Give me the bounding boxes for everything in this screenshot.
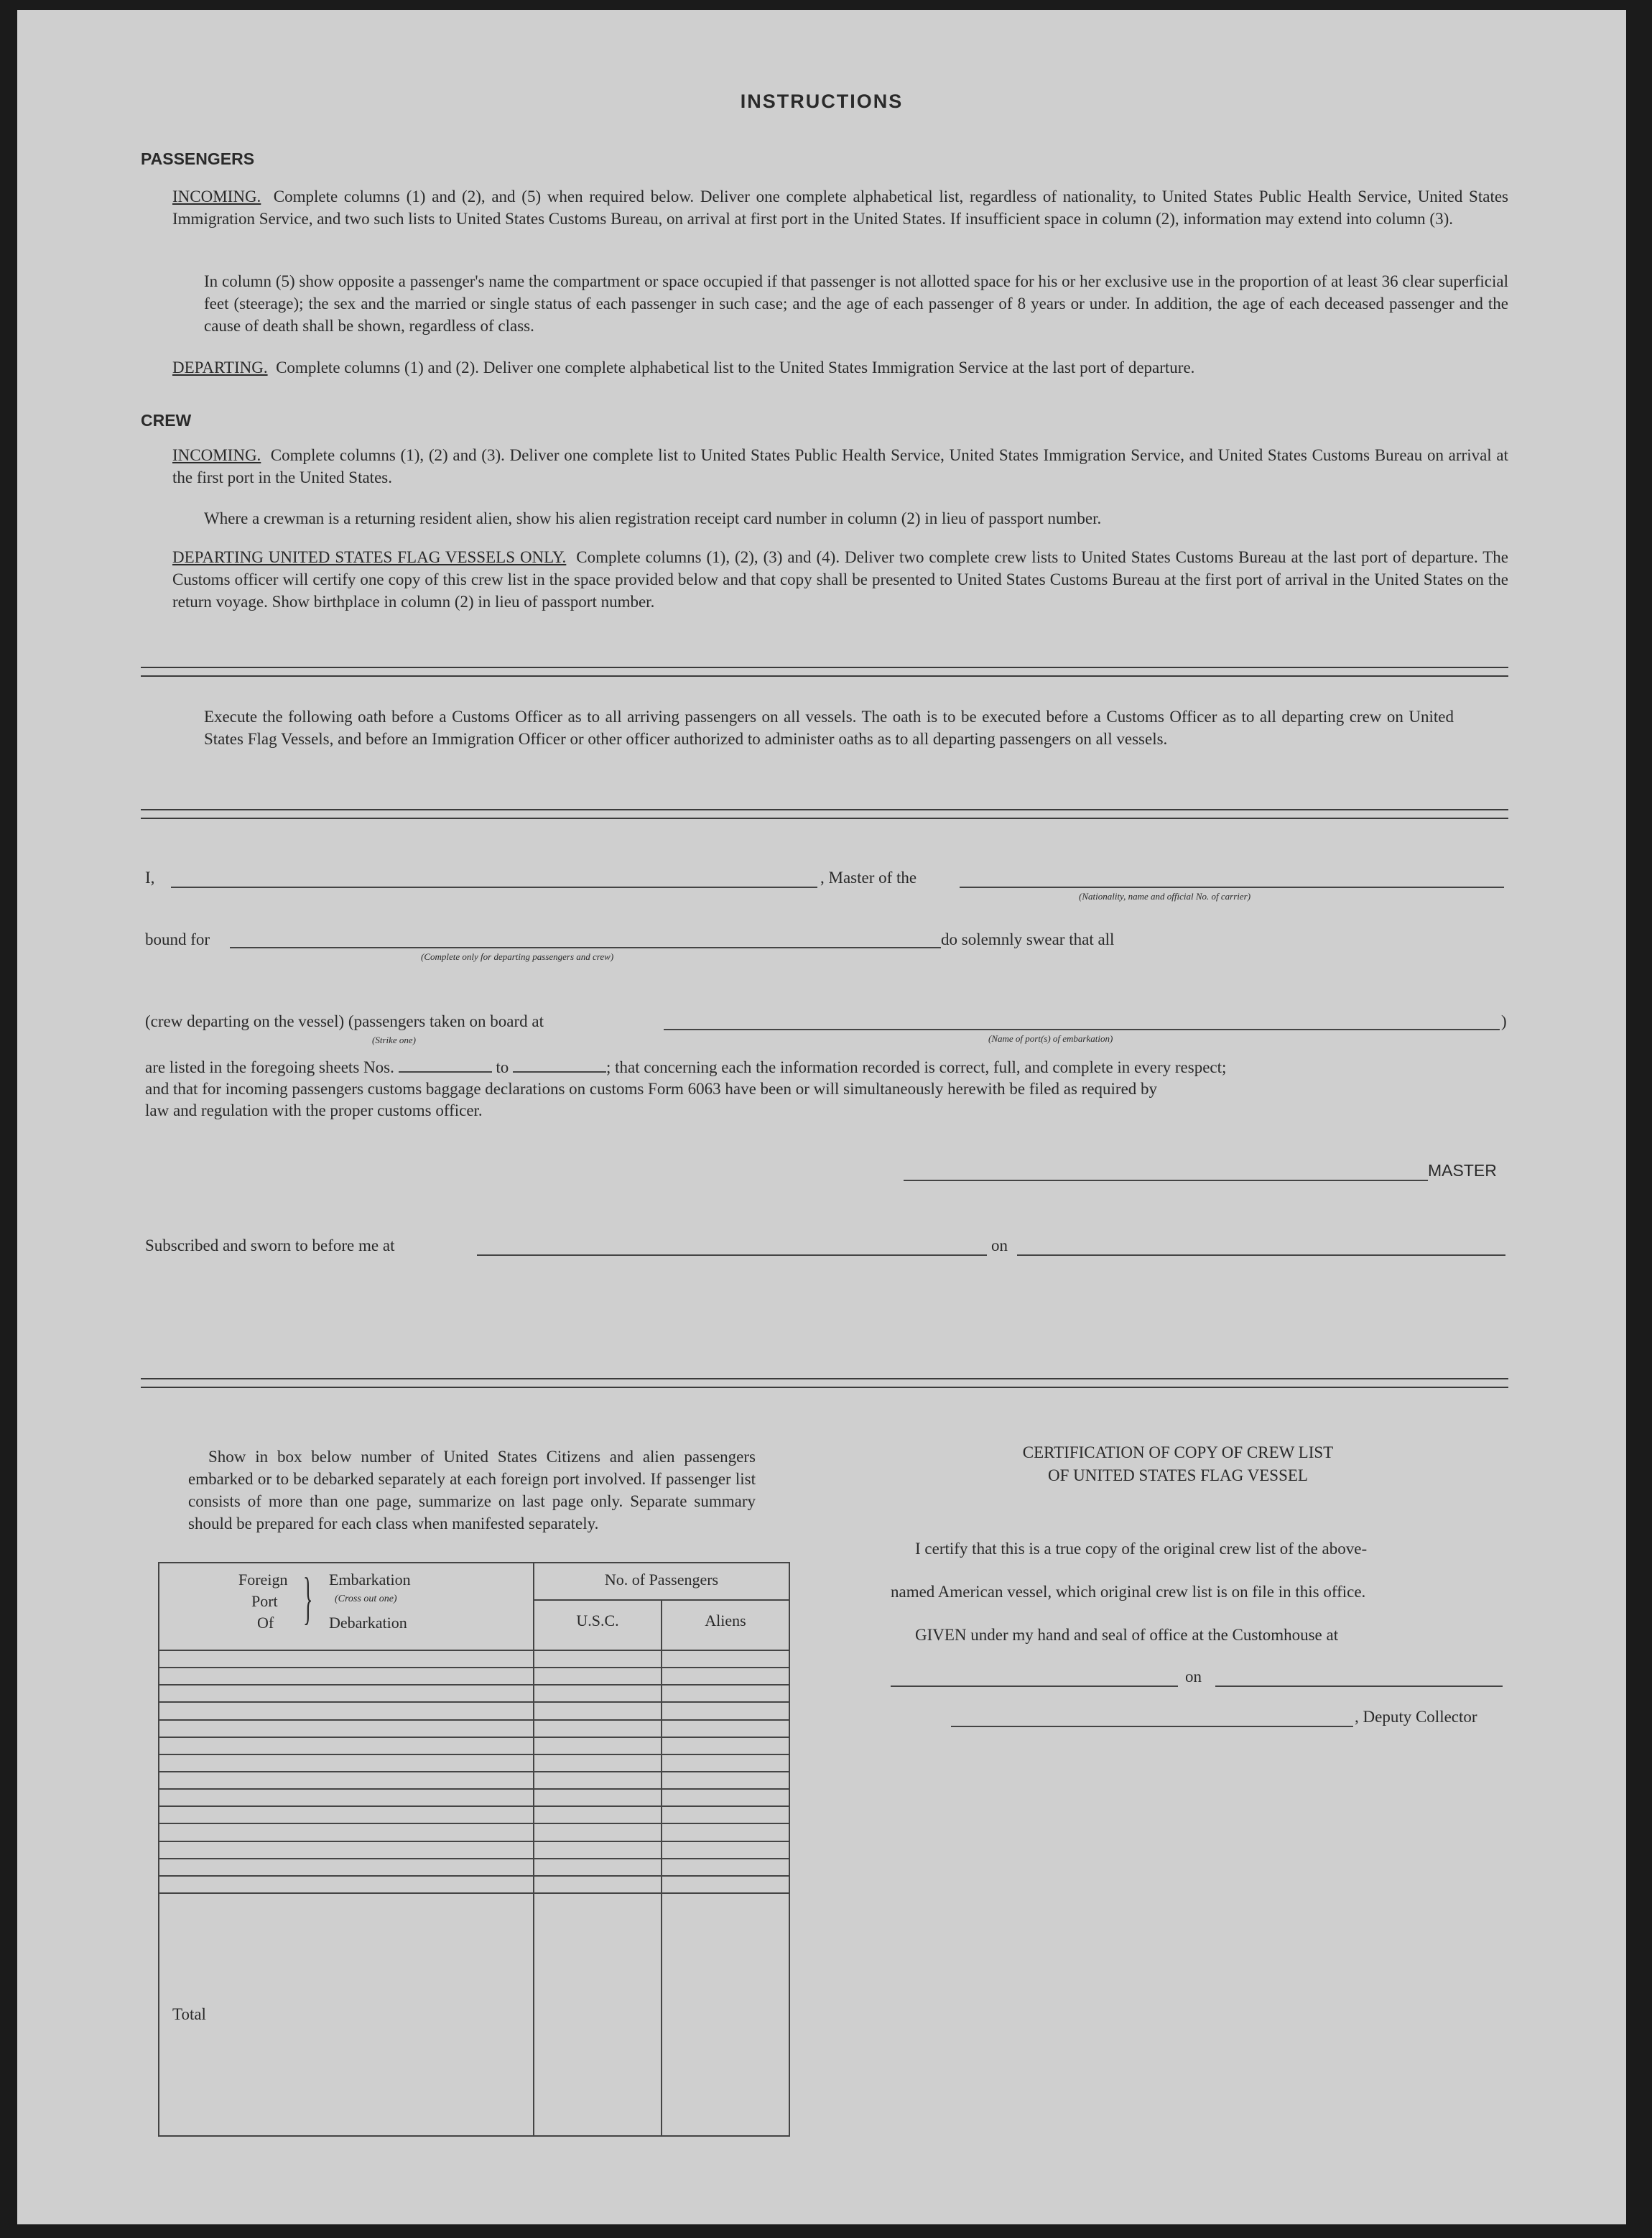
certification-line2: named American vessel, which original crew list is on file in this office.: [891, 1583, 1366, 1601]
col-embark: Embarkation: [329, 1571, 411, 1589]
bound-for-field[interactable]: [230, 947, 941, 948]
table-row: [159, 1668, 789, 1685]
total-aliens-cell[interactable]: [662, 1893, 789, 2136]
table-row: [159, 1806, 789, 1823]
oath-listed-line3: law and regulation with the proper customs officer.: [145, 1101, 483, 1119]
crew-incoming-paragraph: [172, 444, 1508, 489]
crew-departing-text: Complete columns (1), (2), (3) and (4). Deliver two complete crew lists to United States Customs Bureau at the last port of departure. The Customs officer will certify one copy of this crew list in the space provided below and that copy shall be presented to United States Customs Bureau at the first port of arrival in the United States on the return voyage. Show birthplace in column (2) in lieu of passport number.: [172, 548, 1509, 611]
brace-icon: }: [303, 1567, 313, 1630]
oath-to: to: [496, 1058, 509, 1076]
passengers-departing-text: Complete columns (1) and (2). Deliver one complete alphabetical list to the United States Immigration Service at the last port of departure.: [276, 359, 1195, 376]
subscribed-place-field[interactable]: [477, 1254, 987, 1256]
table-row: [159, 1876, 789, 1893]
divider-rule: [141, 667, 1508, 668]
certification-line1: I certify that this is a true copy of the original crew list of the above-: [915, 1540, 1368, 1558]
total-row: [159, 1893, 789, 2136]
page-title: INSTRUCTIONS: [740, 91, 904, 112]
oath-crew-departing: (crew departing on the vessel) (passengers taken on board at: [145, 1012, 544, 1030]
subscribed-on-label: on: [991, 1236, 1008, 1254]
deputy-collector-signature-field[interactable]: [951, 1726, 1353, 1727]
passengers-heading: PASSENGERS: [141, 149, 255, 168]
deputy-collector-label: , Deputy Collector: [1355, 1708, 1477, 1726]
passengers-incoming-text: Complete columns (1) and (2), and (5) when required below. Deliver one complete alphabetical list, regardless of nationality, to United States Public Health Service, United States Immigration Service, and two such lists to United States Customs Bureau, on arrival at first port in the United States. If insufficient space in column (2), information may extend into column (3).: [172, 188, 1508, 228]
col-port: Port: [251, 1592, 278, 1610]
divider-rule: [141, 1387, 1508, 1388]
table-row: [159, 1737, 789, 1754]
oath-master-of: , Master of the: [820, 869, 917, 887]
col-of: Of: [257, 1614, 274, 1632]
table-row: [159, 1789, 789, 1806]
crew-incoming-text: Complete columns (1), (2) and (3). Deliver one complete list to United States Public Health Service, United States Immigration Service, and United States Customs Bureau on arrival at the first port in the United States.: [172, 446, 1508, 486]
table-row: [159, 1702, 789, 1719]
certification-on-label: on: [1185, 1668, 1202, 1686]
table-row: [159, 1841, 789, 1859]
passengers-departing-paragraph: [172, 356, 1508, 379]
header-passengers-cell: [534, 1563, 789, 1650]
crew-resident-paragraph: Where a crewman is a returning resident alien, show his alien registration receipt card number in column (2) in lieu of passport number.: [204, 509, 1102, 527]
passengers-incoming-paragraph: [172, 185, 1508, 230]
oath-listed-rest: ; that concerning each the information recorded is correct, full, and complete in every respect;: [605, 1058, 1227, 1076]
table-row: [159, 1720, 789, 1737]
carrier-field[interactable]: [960, 887, 1504, 888]
oath-intro: Execute the following oath before a Customs Officer as to all arriving passengers on all vessels. The oath is to be executed before a Customs Officer as to all departing crew on United States Flag Vessels, and before an Immigration Officer or other officer authorized to administer oaths as to all departing passengers on all vessels.: [204, 708, 1454, 748]
crew-heading: CREW: [141, 411, 192, 430]
divider-rule: [141, 675, 1508, 677]
summary-instruction: Show in box below number of United States Citizens and alien passengers embarked or to be debarked separately at each foreign port involved. If passenger list consists of more than one page, summarize on last page only. Separate summary should be prepared for each class when manifested separately.: [188, 1448, 756, 1532]
document-page: [17, 10, 1626, 2224]
table-row: [159, 1685, 789, 1702]
header-port-cell: [159, 1563, 534, 1650]
passenger-summary-table: [158, 1562, 790, 2137]
passengers-column5-paragraph: In column (5) show opposite a passenger's name the compartment or space occupied if that passenger is not allotted space for his or her exclusive use in the proportion of at least 36 clear superficial feet (steerage); the sex and the married or single status of each passenger in such case; and the age of each passenger of 8 years or under. In addition, the age of each deceased passenger and the cause of death shall be shown, regardless of class.: [204, 272, 1508, 335]
col-aliens: Aliens: [705, 1612, 746, 1629]
sheet-from-field[interactable]: [399, 1071, 492, 1073]
certification-line3: GIVEN under my hand and seal of office at the Customhouse at: [915, 1626, 1339, 1644]
oath-swear: do solemnly swear that all: [941, 930, 1115, 948]
master-name-field[interactable]: [171, 887, 817, 888]
table-row: [159, 1823, 789, 1841]
col-usc: U.S.C.: [534, 1601, 662, 1650]
oath-bound-for: bound for: [145, 930, 210, 948]
subscribed-label: Subscribed and sworn to before me at: [145, 1236, 395, 1254]
total-usc-cell[interactable]: [534, 1893, 662, 2136]
certification-heading-line2: OF UNITED STATES FLAG VESSEL: [1048, 1466, 1308, 1484]
table-row: [159, 1754, 789, 1772]
divider-rule: [141, 1378, 1508, 1379]
certification-date-field[interactable]: [1215, 1686, 1503, 1687]
table-row: [159, 1772, 789, 1789]
oath-listed-start: are listed in the foregoing sheets Nos.: [145, 1058, 394, 1076]
table-row: [159, 1650, 789, 1668]
oath-listed-line2: and that for incoming passengers customs baggage declarations on customs Form 6063 have been or will simultaneously herewith be filed as required by: [145, 1080, 1158, 1098]
oath-close-paren: ): [1501, 1012, 1507, 1030]
divider-rule: [141, 818, 1508, 819]
nationality-caption: (Nationality, name and official No. of carrier): [1079, 891, 1251, 902]
subscribed-date-field[interactable]: [1017, 1254, 1505, 1256]
customhouse-field[interactable]: [891, 1686, 1178, 1687]
total-label: Total: [159, 1893, 534, 2136]
passengers-incoming-label: INCOMING.: [172, 188, 261, 205]
passengers-departing-label: DEPARTING.: [172, 359, 268, 376]
master-label: MASTER: [1428, 1161, 1497, 1180]
col-foreign: Foreign: [238, 1571, 288, 1589]
embarkation-ports-field[interactable]: [664, 1029, 1500, 1030]
crew-departing-label: DEPARTING UNITED STATES FLAG VESSELS ONLY.: [172, 548, 567, 566]
certification-heading-line1: CERTIFICATION OF COPY OF CREW LIST: [1022, 1443, 1334, 1461]
divider-rule: [141, 809, 1508, 810]
col-passengers: No. of Passengers: [534, 1563, 789, 1601]
complete-caption: (Complete only for departing passengers and crew): [421, 951, 614, 962]
master-signature-field[interactable]: [904, 1180, 1428, 1181]
col-debark: Debarkation: [329, 1614, 407, 1632]
ports-caption: (Name of port(s) of embarkation): [988, 1033, 1113, 1044]
oath-listed-line: [145, 1056, 1510, 1078]
strike-one-caption: (Strike one): [372, 1035, 417, 1045]
col-crossout: (Cross out one): [335, 1594, 397, 1604]
crew-incoming-label: INCOMING.: [172, 446, 261, 464]
table-row: [159, 1859, 789, 1876]
crew-departing-paragraph: [172, 546, 1508, 613]
oath-i-label: I,: [145, 869, 155, 887]
sheet-to-field[interactable]: [513, 1071, 606, 1073]
